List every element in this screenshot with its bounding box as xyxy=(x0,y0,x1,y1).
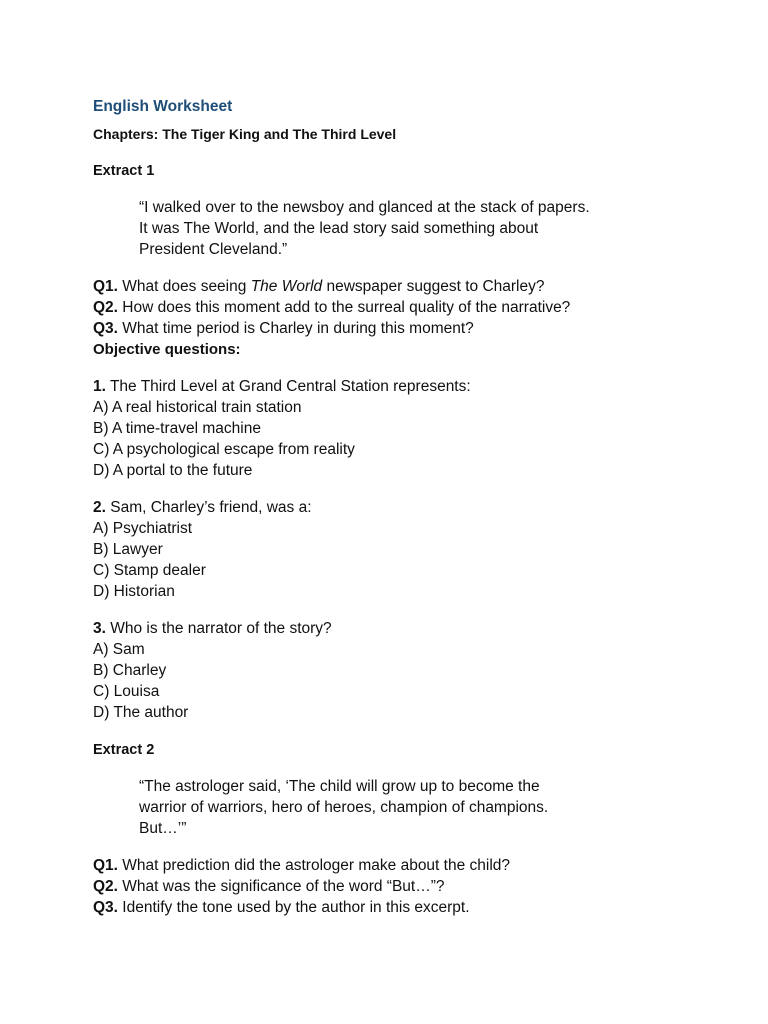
extract-2-question-3 xyxy=(93,897,733,918)
mcq-option: B) Lawyer xyxy=(93,541,163,558)
extract-1-question-1 xyxy=(93,276,733,297)
objective-question-1 xyxy=(93,376,733,481)
mcq-option: D) A portal to the future xyxy=(93,462,253,479)
question-text: What was the significance of the word “But…”? xyxy=(117,878,445,895)
objective-questions-heading: Objective questions: xyxy=(93,341,241,358)
mcq-option: C) A psychological escape from reality xyxy=(93,441,355,458)
extract-2-question-2 xyxy=(93,876,733,897)
question-number: Q3. xyxy=(93,320,118,337)
mcq-option: C) Louisa xyxy=(93,683,160,700)
mcq-option: B) Charley xyxy=(93,662,167,679)
quote-line: But…’” xyxy=(139,820,187,837)
question-text: newspaper suggest to Charley? xyxy=(322,278,545,295)
question-text: How does this moment add to the surreal quality of the narrative? xyxy=(117,299,571,316)
question-text: Identify the tone used by the author in this excerpt. xyxy=(117,899,470,916)
mcq-option: C) Stamp dealer xyxy=(93,562,206,579)
mcq-option: A) Psychiatrist xyxy=(93,520,193,537)
mcq-option: B) A time-travel machine xyxy=(93,420,261,437)
extract-1-question-3 xyxy=(93,318,733,339)
extract-2-quote xyxy=(139,776,639,839)
objective-question-3 xyxy=(93,618,733,723)
newspaper-title: The World xyxy=(250,278,323,295)
question-text: Sam, Charley’s friend, was a: xyxy=(105,499,312,516)
question-number: 1. xyxy=(93,378,106,395)
question-text: What does seeing xyxy=(117,278,251,295)
mcq-option: D) Historian xyxy=(93,583,175,600)
mcq-option: D) The author xyxy=(93,704,189,721)
mcq-stem xyxy=(93,376,733,397)
worksheet-title: English Worksheet xyxy=(93,98,233,115)
extract-1-questions xyxy=(93,276,733,339)
objective-question-2 xyxy=(93,497,733,602)
quote-line: President Cleveland.” xyxy=(139,241,288,258)
extract-2-question-1 xyxy=(93,855,733,876)
question-number: Q1. xyxy=(93,857,118,874)
mcq-option: A) A real historical train station xyxy=(93,399,302,416)
question-number: Q1. xyxy=(93,278,118,295)
extract-2-heading: Extract 2 xyxy=(93,742,155,758)
mcq-option: A) Sam xyxy=(93,641,145,658)
quote-line: warrior of warriors, hero of heroes, champion of champions. xyxy=(139,799,549,816)
question-text: What time period is Charley in during this moment? xyxy=(117,320,474,337)
extract-1-heading: Extract 1 xyxy=(93,163,155,179)
mcq-stem xyxy=(93,497,733,518)
extract-1-question-2 xyxy=(93,297,733,318)
extract-1-quote xyxy=(139,197,639,260)
quote-line: It was The World, and the lead story said something about xyxy=(139,220,539,237)
question-number: Q3. xyxy=(93,899,118,916)
question-number: 3. xyxy=(93,620,106,637)
question-number: 2. xyxy=(93,499,106,516)
mcq-stem xyxy=(93,618,733,639)
quote-line: “The astrologer said, ‘The child will grow up to become the xyxy=(139,778,540,795)
question-number: Q2. xyxy=(93,299,118,316)
question-text: Who is the narrator of the story? xyxy=(105,620,332,637)
question-text: The Third Level at Grand Central Station represents: xyxy=(105,378,471,395)
chapters-subtitle: Chapters: The Tiger King and The Third Level xyxy=(93,126,397,142)
question-text: What prediction did the astrologer make about the child? xyxy=(117,857,511,874)
question-number: Q2. xyxy=(93,878,118,895)
extract-2-questions xyxy=(93,855,733,918)
quote-line: “I walked over to the newsboy and glanced at the stack of papers. xyxy=(139,199,590,216)
worksheet-page xyxy=(93,96,733,918)
